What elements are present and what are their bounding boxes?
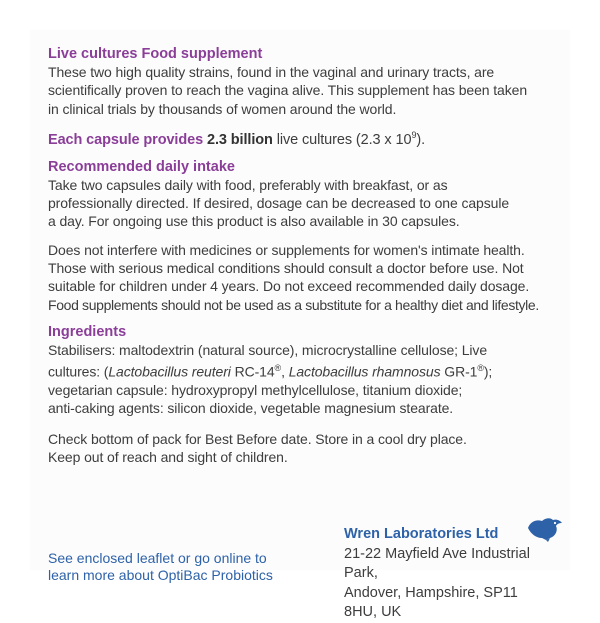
strain-code: RC-14 — [230, 363, 275, 380]
product-info-panel — [30, 30, 570, 620]
company-address — [344, 525, 552, 623]
description-line: scientifically proven to reach the vagina alive. This supplement has been taken — [48, 82, 528, 99]
description-line: in clinical trials by thousands of women around the world. — [48, 100, 397, 117]
ingredients-line: Stabilisers: maltodextrin (natural source), microcrystalline cellulose; Live — [48, 341, 488, 358]
description-line: These two high quality strains, found in the vaginal and urinary tracts, are — [48, 64, 495, 80]
storage-line: Check bottom of pack for Best Before date. Store in a cool dry place. — [48, 430, 467, 447]
address-line: 21-22 Mayfield Ave Industrial Park, — [344, 545, 530, 581]
capsule-dose-text: live cultures (2.3 x 10 — [276, 131, 412, 148]
intake-line: a day. For ongoing use this product is also available in 30 capsules. — [48, 213, 460, 230]
strain-name: Lactobacillus rhamnosus — [288, 363, 441, 380]
leaflet-line: learn more about OptiBac Probiotics — [48, 567, 273, 583]
intake-line: Take two capsules daily with food, preferably with breakfast, or as — [48, 176, 448, 193]
wren-bird-icon — [526, 516, 564, 542]
ingredients-suffix: ); — [483, 363, 493, 380]
ingredients-line: vegetarian capsule: hydroxypropyl methylcellulose, titanium dioxide; — [48, 382, 463, 399]
section-heading-daily-intake: Recommended daily intake — [48, 158, 235, 175]
registered-mark: ® — [274, 363, 282, 374]
company-name: Wren Laboratories Ltd — [344, 526, 499, 542]
strain-separator: , — [281, 363, 289, 380]
section-heading-ingredients: Ingredients — [48, 323, 127, 340]
strain-name: Lactobacillus reuteri — [108, 363, 231, 380]
capsule-dose-exponent: 9 — [411, 129, 417, 140]
leaflet-line: See enclosed leaflet or go online to — [48, 550, 267, 566]
strain-code: GR-1 — [440, 363, 478, 380]
capsule-dose-line — [48, 126, 552, 149]
ingredients-line-strains — [48, 359, 552, 381]
section-heading-live-cultures: Live cultures Food supplement — [48, 46, 263, 62]
intake-line: professionally directed. If desired, dosage can be decreased to one capsule — [48, 195, 510, 212]
ingredients-line: anti-caking agents: silicon dioxide, vegetable magnesium stearate. — [48, 400, 454, 417]
warning-line: Does not interfere with medicines or supplements for women's intimate health. — [48, 241, 525, 258]
capsule-dose-label: Each capsule provides — [48, 131, 204, 148]
storage-line: Keep out of reach and sight of children. — [48, 448, 288, 465]
leaflet-note — [48, 550, 273, 584]
warning-line: Those with serious medical conditions should consult a doctor before use. Not — [48, 259, 524, 276]
warning-line: suitable for children under 4 years. Do not exceed recommended daily dosage. — [48, 278, 530, 295]
capsule-dose-close: ). — [416, 131, 426, 148]
capsule-dose-amount: 2.3 billion — [207, 131, 273, 148]
address-line: Andover, Hampshire, SP11 8HU, UK — [344, 584, 518, 620]
warning-line: Food supplements should not be used as a substitute for a healthy diet and lifestyle. — [48, 296, 539, 313]
ingredients-prefix: cultures: ( — [48, 363, 109, 380]
registered-mark: ® — [477, 363, 484, 374]
